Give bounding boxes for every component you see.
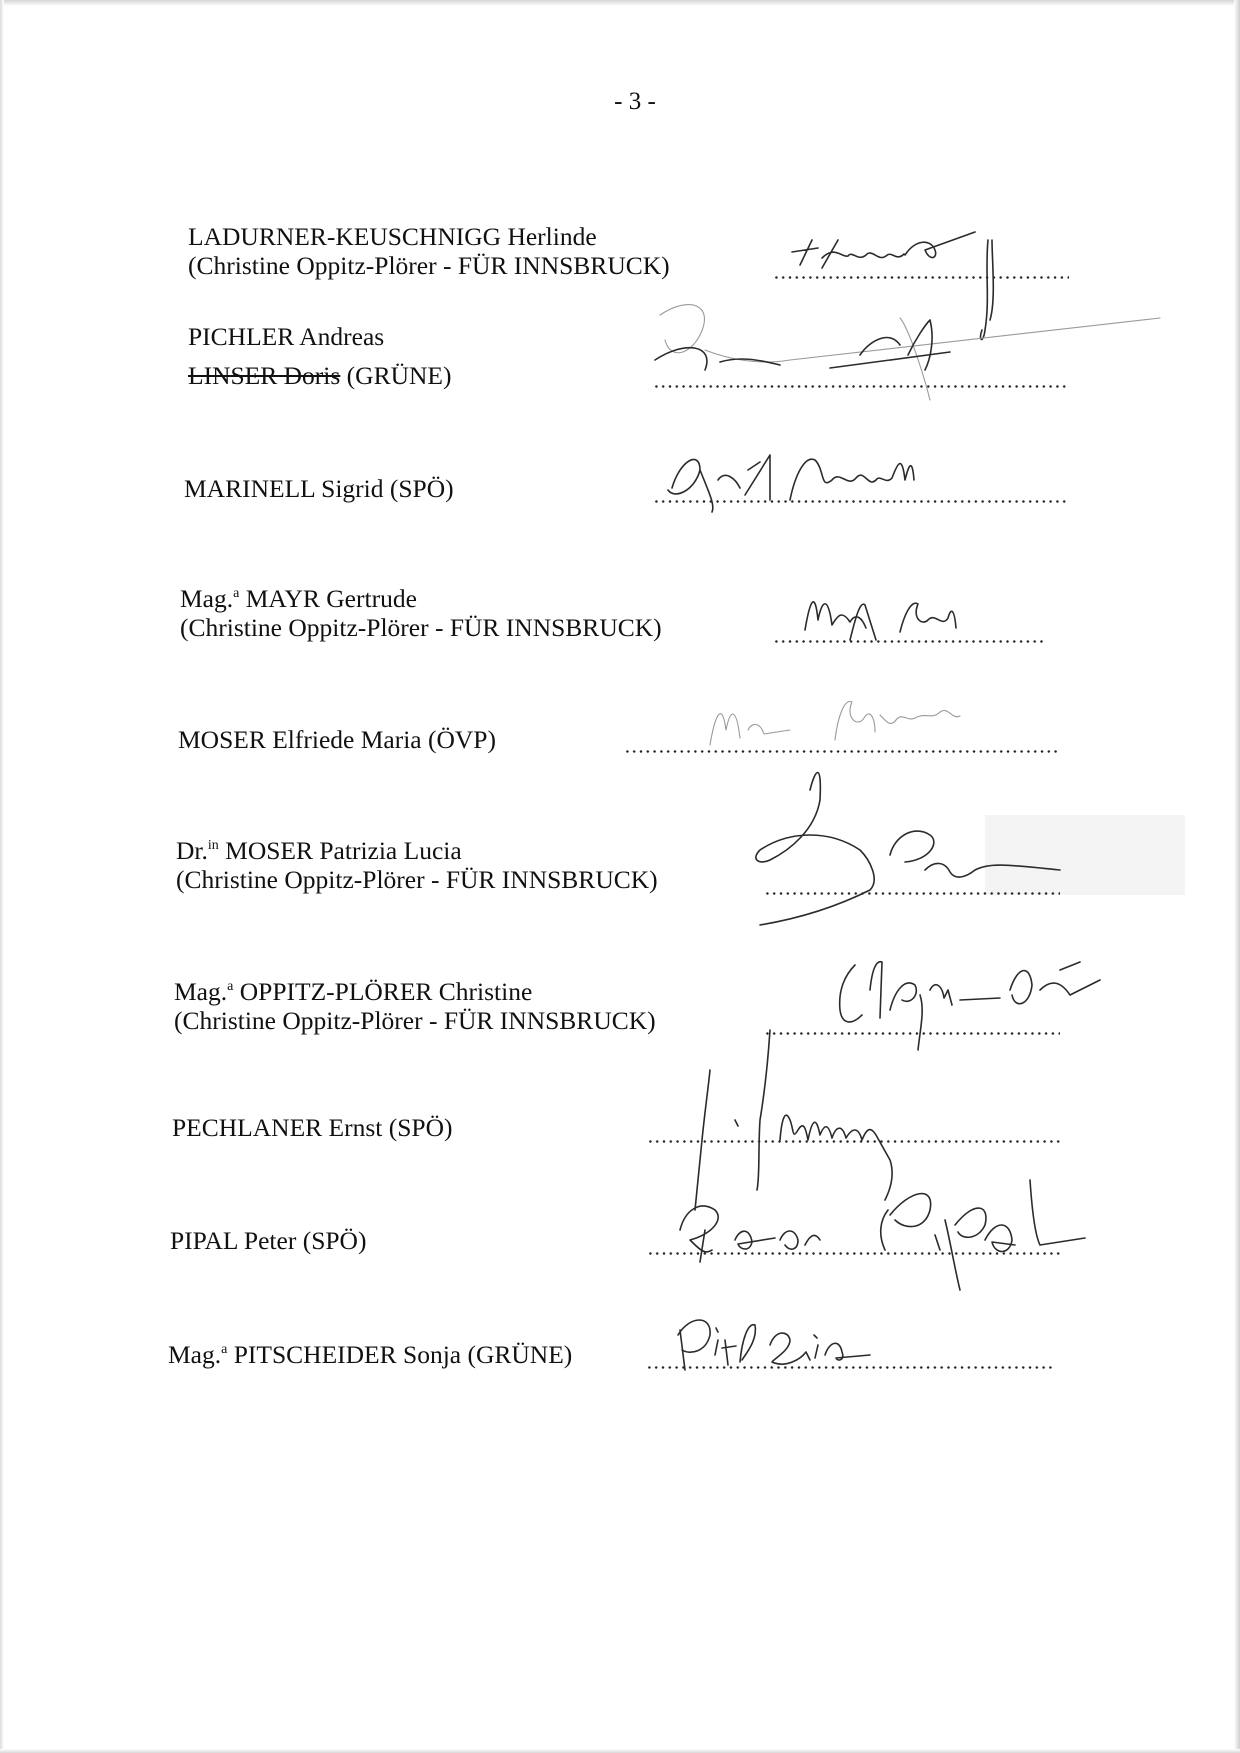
signatory-entry-marinell: [184, 474, 454, 503]
signatory-entry-pipal: [170, 1226, 366, 1255]
signatory-name: PECHLANER Ernst (SPÖ): [172, 1113, 453, 1142]
signature-pitscheider: [678, 1320, 870, 1370]
signatory-name: MARINELL Sigrid (SPÖ): [184, 474, 454, 503]
signatory-entry-pitscheider: [168, 1340, 572, 1369]
signatory-entry-oppitz: [174, 977, 656, 1035]
signatory-name: PITSCHEIDER Sonja (GRÜNE): [233, 1340, 573, 1369]
title-superscript: in: [207, 838, 219, 853]
signatory-party: (GRÜNE): [346, 361, 452, 390]
signatory-party: (Christine Oppitz-Plörer - FÜR INNSBRUCK): [180, 613, 662, 642]
academic-title: Mag.: [168, 1340, 222, 1369]
title-superscript: a: [221, 1342, 228, 1357]
signatory-name-line: [176, 836, 658, 865]
signatory-name: MOSER Patrizia Lucia: [225, 836, 462, 865]
scan-edge-top: [0, 0, 1240, 6]
signature-line: [624, 750, 1060, 753]
struck-name: LINSER Doris: [188, 361, 341, 390]
page-number: - 3 -: [614, 88, 656, 115]
scan-artifact: [985, 815, 1185, 895]
signature-line: [653, 385, 1069, 388]
signatory-entry-pechlaner: [172, 1113, 453, 1142]
scan-edge-bottom: [0, 1749, 1240, 1753]
signatory-entry-moser-elfriede: [178, 725, 496, 754]
signature-marinell: [668, 455, 914, 512]
title-superscript: a: [227, 979, 234, 994]
signature-pipal: [680, 1180, 1085, 1290]
signature-mayr: [805, 602, 956, 640]
signature-line: [647, 1140, 1060, 1143]
signatory-party: (Christine Oppitz-Plörer - FÜR INNSBRUCK): [174, 1006, 656, 1035]
signatory-entry-mayr: [180, 584, 662, 642]
signature-oppitz: [840, 962, 1100, 1050]
signatory-replaced-line: [188, 361, 452, 390]
signatory-name: LADURNER-KEUSCHNIGG Herlinde: [188, 222, 597, 251]
signature-line: [764, 892, 1060, 895]
signature-keuschnigg: [792, 232, 993, 339]
academic-title: Dr.: [176, 836, 208, 865]
signature-line: [764, 1032, 1060, 1035]
signatory-party: (Christine Oppitz-Plörer - FÜR INNSBRUCK): [188, 251, 670, 280]
academic-title: Mag.: [174, 977, 228, 1006]
signatory-entry-pichler: [188, 322, 452, 390]
signature-pechlaner: [695, 1030, 892, 1210]
signatory-party: (Christine Oppitz-Plörer - FÜR INNSBRUCK): [176, 865, 658, 894]
signature-line: [646, 1366, 1055, 1369]
signature-moser-elfriede: [710, 701, 960, 745]
academic-title: Mag.: [180, 584, 234, 613]
signature-line: [653, 500, 1069, 503]
signatory-name-line: [168, 1340, 572, 1369]
signatory-name: MAYR Gertrude: [245, 584, 417, 613]
signatory-name-line: [180, 584, 662, 613]
signature-pichler: [655, 320, 950, 370]
signatory-name-line: [174, 977, 656, 1006]
signatory-entry-ladurner: [188, 222, 670, 280]
signatory-name: OPPITZ-PLÖRER Christine: [239, 977, 533, 1006]
signatory-entry-moser-patrizia: [176, 836, 658, 894]
signatory-name: PIPAL Peter (SPÖ): [170, 1226, 367, 1255]
signature-line: [647, 1252, 1060, 1255]
title-superscript: a: [233, 586, 240, 601]
signatory-name: MOSER Elfriede Maria (ÖVP): [178, 725, 496, 754]
signature-line: [773, 276, 1069, 279]
signature-line: [773, 640, 1043, 643]
scan-edge-left: [0, 0, 4, 1753]
signatory-name: PICHLER Andreas: [188, 322, 385, 351]
scan-edge-right: [1234, 0, 1240, 1753]
